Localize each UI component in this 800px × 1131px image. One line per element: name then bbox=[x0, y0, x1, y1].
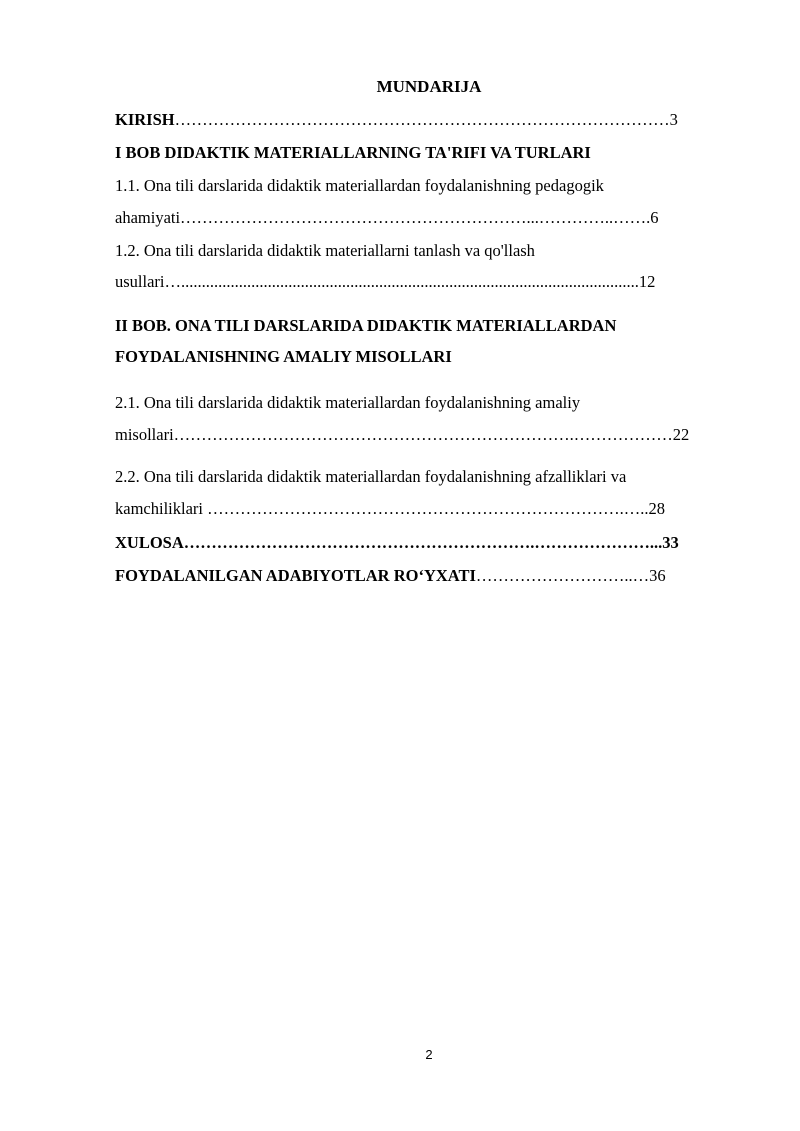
toc-entry-1-1-line1: 1.1. Ona tili darslarida didaktik materiallardan foydalanishning pedagogik bbox=[115, 176, 604, 195]
toc-chapter-2-heading-line2: FOYDALANISHNING AMALIY MISOLLARI bbox=[115, 347, 452, 366]
page-title: MUNDARIJA bbox=[376, 77, 482, 96]
toc-entry-xulosa: XULOSA……………………………………………………….…………………...33 bbox=[115, 533, 679, 552]
toc-entry-2-2-line2: kamchiliklari ………………………………………………………………….…..28 bbox=[115, 499, 665, 518]
toc-entry-2-1-line1: 2.1. Ona tili darslarida didaktik materiallardan foydalanishning amaliy bbox=[115, 393, 581, 412]
toc-entry-kirish: KIRISH………………………………………………………………………………3 bbox=[115, 110, 678, 129]
toc-entry-adabiyotlar: FOYDALANILGAN ADABIYOTLAR RO‘YXATI………………………..…36 bbox=[115, 566, 666, 585]
toc-entry-2-1-line2: misollari……………………………………………………………….………………22 bbox=[115, 425, 690, 444]
toc-chapter-2-heading-line1: II BOB. ONA TILI DARSLARIDA DIDAKTIK MATERIALLARDAN bbox=[115, 316, 617, 335]
toc-entry-2-2-line1: 2.2. Ona tili darslarida didaktik materiallardan foydalanishning afzalliklari va bbox=[115, 467, 627, 486]
toc-entry-1-2-line2: usullari…...............................................................................................................12 bbox=[115, 272, 656, 291]
page-number: 2 bbox=[425, 1047, 433, 1062]
toc-chapter-1-heading: I BOB DIDAKTIK MATERIALLARNING TA'RIFI VA TURLARI bbox=[115, 143, 591, 162]
toc-entry-1-2-line1: 1.2. Ona tili darslarida didaktik materiallarni tanlash va qo'llash bbox=[115, 241, 535, 260]
toc-entry-1-1-line2: ahamiyati………………………………………………………...…………..…….6 bbox=[115, 208, 659, 227]
